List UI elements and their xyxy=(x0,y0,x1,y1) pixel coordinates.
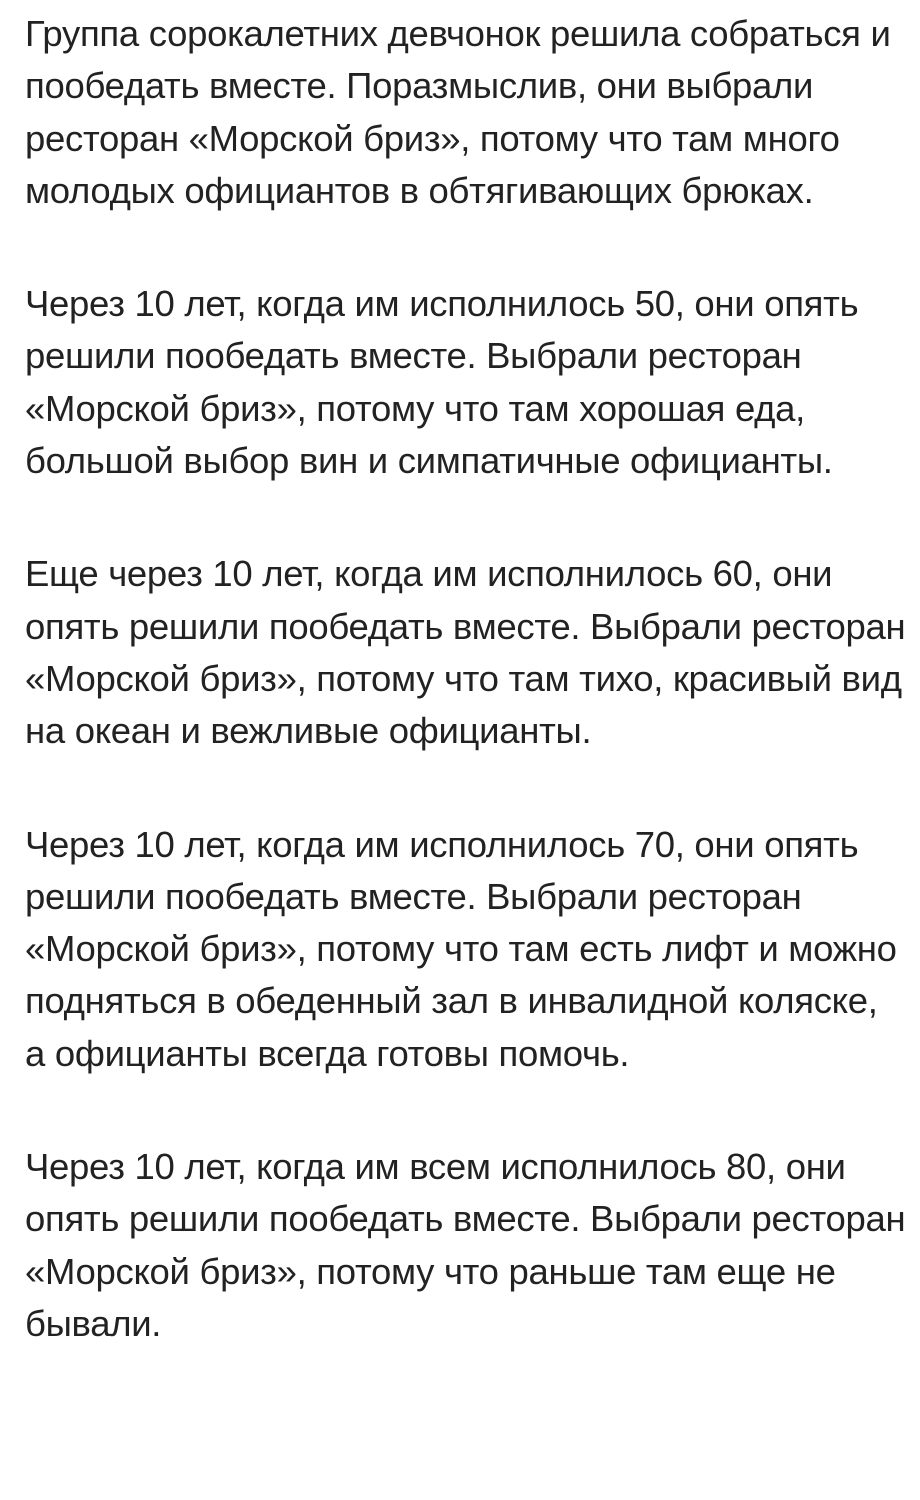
story-paragraph: Через 10 лет, когда им всем исполнилось 80, они опять решили пообедать вместе. Выбрали ресторан «Морской бриз», потому что раньше там еще не бывали. xyxy=(25,1146,906,1344)
story-paragraph: Через 10 лет, когда им исполнилось 70, они опять решили пообедать вместе. Выбрали ресторан «Морской бриз», потому что там есть лифт и можно подняться в обеденный зал в инвалидной коляске, а официанты всегда готовы помочь. xyxy=(25,823,897,1074)
story-paragraph: Через 10 лет, когда им исполнилось 50, они опять решили пообедать вместе. Выбрали ресторан «Морской бриз», потому что там хорошая еда, большой выбор вин и симпатичные официанты. xyxy=(25,283,859,482)
story-paragraph: Еще через 10 лет, когда им исполнилось 60, они опять решили пообедать вместе. Выбрали ресторан «Морской бриз», потому что там тихо, красивый вид на океан и вежливые официанты. xyxy=(25,553,906,752)
story-paragraph: Группа сорокалетних девчонок решила собраться и пообедать вместе. Поразмыслив, они выбрали ресторан «Морской бриз», потому что там много молодых официантов в обтягивающих брюках. xyxy=(25,13,891,211)
